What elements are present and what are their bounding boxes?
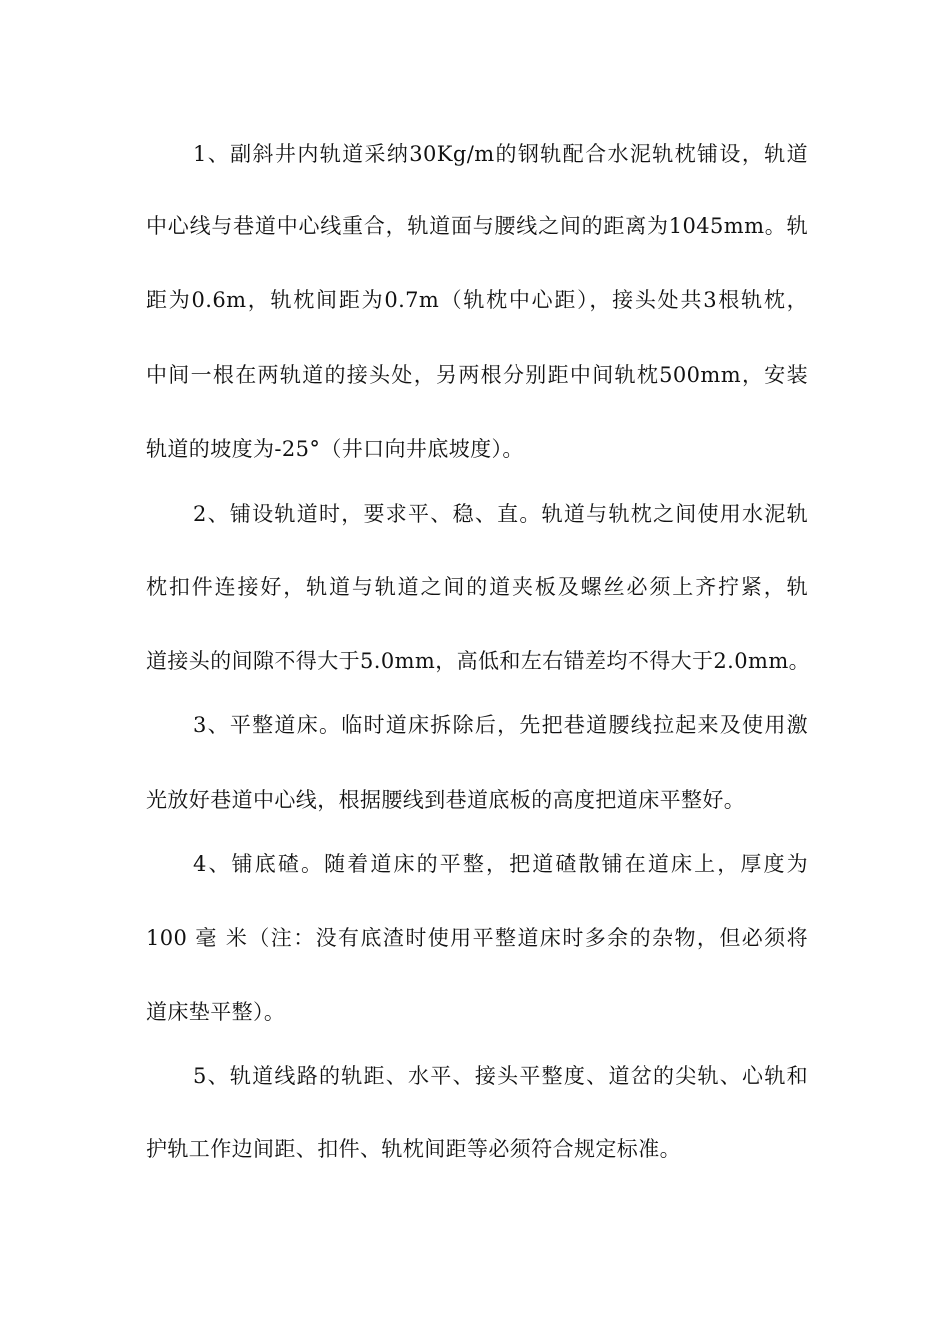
paragraph-4-line-2: 100 毫 米（注：没有底渣时使用平整道床时多余的杂物，但必须将 xyxy=(146,926,808,950)
paragraph-4-line-3: 道床垫平整）。 xyxy=(146,1000,286,1024)
paragraph-1-line-3: 距为0.6m，轨枕间距为0.7m（轨枕中心距），接头处共3根轨枕， xyxy=(146,288,808,312)
paragraph-2-line-1: 2、铺设轨道时，要求平、稳、直。轨道与轨枕之间使用水泥轨 xyxy=(193,502,808,526)
paragraph-4-line-1: 4、铺底碴。随着道床的平整，把道碴散铺在道床上，厚度为 xyxy=(193,852,808,876)
paragraph-1-line-1: 1、副斜井内轨道采纳30Kg/m的钢轨配合水泥轨枕铺设，轨道 xyxy=(193,142,808,166)
paragraph-1-line-5: 轨道的坡度为-25°（井口向井底坡度）。 xyxy=(146,437,524,461)
paragraph-1-line-2: 中心线与巷道中心线重合，轨道面与腰线之间的距离为1045mm。轨 xyxy=(146,214,808,238)
paragraph-1-line-4: 中间一根在两轨道的接头处，另两根分别距中间轨枕500mm，安装 xyxy=(146,363,808,387)
paragraph-5-line-2: 护轨工作边间距、扣件、轨枕间距等必须符合规定标准。 xyxy=(146,1137,681,1161)
paragraph-3-line-2: 光放好巷道中心线，根据腰线到巷道底板的高度把道床平整好。 xyxy=(146,788,746,812)
paragraph-5-line-1: 5、轨道线路的轨距、水平、接头平整度、道岔的尖轨、心轨和 xyxy=(193,1064,808,1088)
paragraph-2-line-2: 枕扣件连接好，轨道与轨道之间的道夹板及螺丝必须上齐拧紧，轨 xyxy=(146,575,808,599)
paragraph-2-line-3: 道接头的间隙不得大于5.0mm，高低和左右错差均不得大于2.0mm。 xyxy=(146,649,811,673)
paragraph-3-line-1: 3、平整道床。临时道床拆除后，先把巷道腰线拉起来及使用激 xyxy=(193,713,808,737)
